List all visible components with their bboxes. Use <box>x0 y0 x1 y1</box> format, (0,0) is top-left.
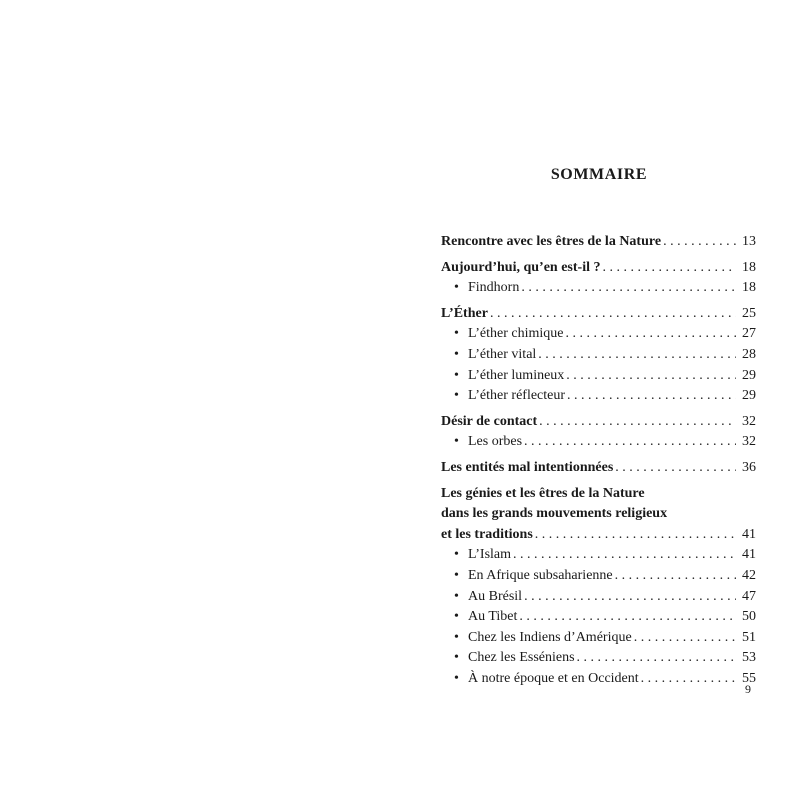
bullet-icon: • <box>454 434 459 450</box>
dot-leader <box>522 432 736 453</box>
toc-page-number: 55 <box>742 670 756 686</box>
toc-page-number: 29 <box>742 367 756 383</box>
toc-entry-text: L’Islam <box>468 547 512 563</box>
dot-leader <box>639 669 736 690</box>
dot-leader <box>511 545 736 566</box>
dot-leader <box>613 458 736 479</box>
toc-entry-label <box>441 412 537 433</box>
bullet-icon: • <box>454 280 459 296</box>
toc-entry-text: À notre époque et en Occident <box>468 670 639 686</box>
toc-entry-text: Chez les Indiens d’Amérique <box>468 629 632 645</box>
dot-leader <box>533 525 736 546</box>
toc-page-number: 32 <box>742 413 756 429</box>
toc-subentry <box>441 432 756 453</box>
toc-entry-text: Chez les Esséniens <box>468 650 575 666</box>
toc-page-number: 51 <box>742 629 756 645</box>
toc-entry-label <box>441 607 517 628</box>
toc-entry-label <box>441 345 536 366</box>
bullet-icon: • <box>454 326 459 342</box>
dot-leader <box>575 648 736 669</box>
toc-page-number: 29 <box>742 388 756 404</box>
toc-entry-label <box>441 386 565 407</box>
table-of-contents <box>441 232 756 689</box>
toc-page-number: 53 <box>742 650 756 666</box>
toc-page-number: 50 <box>742 609 756 625</box>
toc-entry-text: L’Éther <box>441 305 488 321</box>
toc-entry-label <box>441 458 613 479</box>
dot-leader <box>600 258 736 279</box>
toc-entry-text: L’éther lumineux <box>468 367 565 383</box>
bullet-icon: • <box>454 388 459 404</box>
toc-entry <box>441 458 756 479</box>
toc-entry <box>441 504 756 525</box>
toc-entry-text: En Afrique subsaharienne <box>468 567 613 583</box>
toc-entry-text: Désir de contact <box>441 413 538 429</box>
toc-entry <box>441 232 756 253</box>
toc-page-number: 25 <box>742 305 756 321</box>
toc-subentry <box>441 345 756 366</box>
toc-entry-text: dans les grands mouvements religieux <box>441 506 668 522</box>
dot-leader <box>632 628 736 649</box>
toc-subentry <box>441 324 756 345</box>
toc-entry-label <box>441 566 613 587</box>
toc-subentry <box>441 366 756 387</box>
toc-entry-label <box>441 525 533 546</box>
toc-entry-label <box>441 324 564 345</box>
bullet-icon: • <box>454 547 459 563</box>
bullet-icon: • <box>454 367 459 383</box>
toc-entry-label <box>441 278 519 299</box>
toc-entry <box>441 525 756 546</box>
toc-page-number: 28 <box>742 346 756 362</box>
toc-page-number: 27 <box>742 326 756 342</box>
toc-subentry <box>441 607 756 628</box>
toc-entry-label <box>441 366 564 387</box>
toc-page-number: 42 <box>742 567 756 583</box>
toc-entry-text: Les génies et les êtres de la Nature <box>441 485 645 501</box>
toc-subentry <box>441 587 756 608</box>
toc-entry <box>441 412 756 433</box>
bullet-icon: • <box>454 567 459 583</box>
dot-leader <box>613 566 736 587</box>
toc-entry-text: Les orbes <box>468 434 523 450</box>
toc-entry-label <box>441 258 600 279</box>
toc-entry-label <box>441 648 575 669</box>
dot-leader <box>519 278 736 299</box>
page-title: SOMMAIRE <box>550 166 648 183</box>
dot-leader <box>488 304 736 325</box>
toc-page-number: 36 <box>742 459 756 475</box>
toc-entry-text: Rencontre avec les êtres de la Nature <box>441 234 662 249</box>
dot-leader <box>536 345 736 366</box>
dot-leader <box>537 412 736 433</box>
toc-entry-label <box>441 232 661 253</box>
toc-subentry <box>441 566 756 587</box>
bullet-icon: • <box>454 629 459 645</box>
toc-entry-text: Au Tibet <box>468 609 518 625</box>
dot-leader <box>565 386 736 407</box>
toc-page-number: 18 <box>742 259 756 275</box>
bullet-icon: • <box>454 346 459 362</box>
toc-entry-text: L’éther chimique <box>468 326 564 342</box>
toc-page-number: 41 <box>742 526 756 542</box>
toc-page-number: 13 <box>742 234 756 249</box>
toc-page-number: 47 <box>742 588 756 604</box>
toc-entry-label <box>441 545 511 566</box>
toc-page-number: 32 <box>742 434 756 450</box>
toc-entry <box>441 304 756 325</box>
bullet-icon: • <box>454 588 459 604</box>
toc-entry-label <box>441 628 632 649</box>
toc-page-number: 18 <box>742 280 756 296</box>
toc-entry-text: Aujourd’hui, qu’en est-il ? <box>441 259 601 275</box>
page-number: 9 <box>745 682 751 696</box>
dot-leader <box>564 366 736 387</box>
toc-entry-label <box>441 484 645 505</box>
toc-entry-label <box>441 432 522 453</box>
toc-entry <box>441 258 756 279</box>
bullet-icon: • <box>454 609 459 625</box>
bullet-icon: • <box>454 670 459 686</box>
toc-subentry <box>441 648 756 669</box>
toc-subentry <box>441 386 756 407</box>
toc-subentry <box>441 545 756 566</box>
dot-leader <box>564 324 736 345</box>
toc-entry <box>441 484 756 505</box>
toc-subentry <box>441 669 756 690</box>
toc-entry-text: et les traditions <box>441 526 533 542</box>
bullet-icon: • <box>454 650 459 666</box>
dot-leader <box>661 232 736 253</box>
toc-entry-text: Les entités mal intentionnées <box>441 459 614 475</box>
toc-entry-text: L’éther réflecteur <box>468 388 566 404</box>
toc-subentry <box>441 628 756 649</box>
toc-entry-text: Findhorn <box>468 280 520 296</box>
toc-entry-label <box>441 587 522 608</box>
dot-leader <box>517 607 736 628</box>
toc-entry-label <box>441 504 667 525</box>
toc-entry-text: L’éther vital <box>468 346 537 362</box>
toc-subentry <box>441 278 756 299</box>
toc-entry-text: Au Brésil <box>468 588 523 604</box>
toc-page-number: 41 <box>742 547 756 563</box>
toc-entry-label <box>441 304 488 325</box>
dot-leader <box>522 587 736 608</box>
toc-entry-label <box>441 669 639 690</box>
